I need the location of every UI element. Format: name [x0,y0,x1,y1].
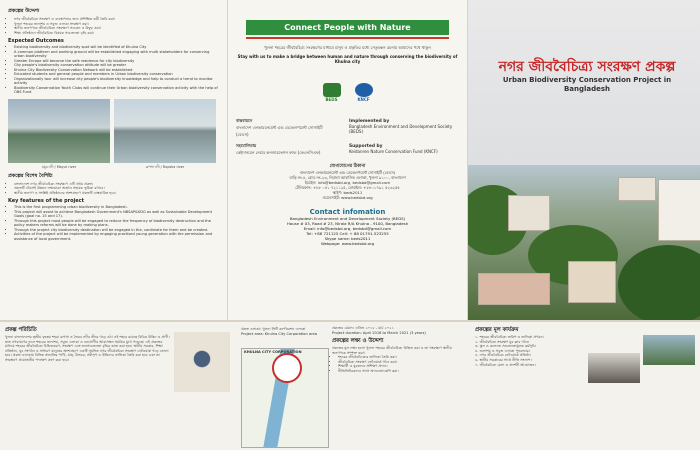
area-column [236,324,470,448]
key-features-heading: Key features of the project [8,198,85,204]
kncf-logo-label: KNCF [357,97,370,102]
building [618,177,656,201]
activity-item: ২. জীববৈচিত্র্য সংরক্ষণ যুব ক্লাব গঠন। [475,339,530,344]
address-title-bn: যোগাযোগের ঠিকানা [329,164,366,169]
list-item: • খুলনা শহরের জলাশয় ও সবুজ এলাকা সংরক্ষণ করা। [14,22,219,27]
activity-item: ৬. স্থানীয় সরকারের সাথে নীতি সংলাপ। [475,357,532,362]
building [508,195,550,231]
contact-line: Webpage: www.bedsbd.org [320,241,375,246]
list-item: • Activities of the project will be implemented by engaging practised young generation with the permission and assistance of local government. [14,232,219,241]
list-item: • স্থানীয় জনগণ ও সংশ্লিষ্ট প্রতিষ্ঠানের অংশগ্রহণে প্রকল্পটি বাস্তবায়িত হবে। [14,191,219,196]
implemented-value: Bangladesh Environment and Development Society (BEDS) [349,124,453,134]
supported-value: Keidanren Nature Conservation Fund (KNCF) [349,149,438,154]
implemented-value-bn: বাংলাদেশ এনভায়রনমেন্ট এন্ড ডেভেলপমেন্ট সোসাইটি (বেডস) [236,125,323,137]
list-item: • বাংলাদেশে নগর জীববৈচিত্র্য সংরক্ষণে এটি প্রথম প্রকল্প। [14,182,219,187]
implemented-label: Implemented by [349,119,390,124]
list-item: • প্রকল্পটি টেকসই উন্নয়ন লক্ষ্যমাত্রা অর্জনে সহায়ক ভূমিকা রাখবে। [14,186,219,191]
address-line: স্কাইপ: beds2011 [332,190,363,195]
cover-panel [468,0,700,320]
activities-column [470,324,700,448]
project-area-bn: প্রকল্প এলাকা: খুলনা সিটি কর্পোরেশন এলাকা [241,327,306,331]
address-line: টেলিফোন: +৮৮ ০৪১ ৭২১১২৫, মোবাইল: +৮৮০১৭৯১ ৫২৩২৫৫ [295,185,400,190]
contact-line: Tel: +88 721125 Cell: + 88 01791-523255 [306,231,389,236]
tree [618,245,700,320]
list-item: • Greater Enrope will become the safe residence for city biodiversity [14,59,219,64]
contact-line: Bangladesh Environment and Development Society (BEDS) [289,216,406,221]
supported-value-bn: কেইদানরেন নেচার কনজারভেশন ফান্ড (কেএনসিএফ) [236,150,321,155]
address-line: বাংলাদেশ এনভায়রনমেন্ট এন্ড ডেভেলপমেন্ট সোসাইটি (বেডস) [299,170,396,175]
contact-line: House # 03, Road # 23, Nirala R/A Khulna - 9100, Bangladesh [286,221,409,226]
kncf-logo-icon [355,83,373,97]
list-item: • This is the first programming urban biodiversity in Bangladesh. [14,205,219,210]
connect-banner: Connect People with Nature [246,20,449,35]
supported-label: Supported by [349,144,383,149]
map-title: KHULNA CITY CORPORATION [244,350,302,354]
list-item: • Existing biodiversity and biodiversity spot will be identified of Khulna City [14,45,219,50]
list-item: • A common platform and working ground will be established engaging with multi stakeholders for conserving urban biodiversity [14,50,219,59]
building [478,273,550,305]
contact-line: Email: info@bedsbd.org, bedsbd@gmail.com [303,226,392,231]
beds-logo-label: BEDS [325,97,338,102]
aims-text: প্রকল্পের মূল লক্ষ্য হলো খুলনা শহরের জীববৈচিত্র্য চিহ্নিত করা ও তা সংরক্ষণে স্থানীয় জনগণকে সম্পৃক্ত করা। [332,346,452,355]
contact-line: Skype name: beds2011 [324,236,371,241]
activity-item: ৪. জলাশয় ও সবুজ এলাকা পুনরুদ্ধার। [475,348,530,353]
address-line: ওয়েবসাইট: www.bedsbd.org [322,195,373,200]
river-photos [8,99,219,163]
beds-logo-icon [323,83,341,97]
objectives-heading-bn: প্রকল্পের উদ্দেশ্য [8,8,40,14]
city-corporation-seal [272,353,302,383]
list-item: • This project will assist to achieve Bangladesh Government's NBSAP&SDG as well as Sustainable Development Goals (goal no. 15 and 17). [14,210,219,219]
contact-title: Contact infomation [309,208,386,216]
supported-label-bn: সহযোগিতায় [236,143,257,148]
photo-caption: ময়ূর নদী / Mayur river [41,164,77,169]
tagline-bn: খুলনা শহরের জীববৈচিত্র্য সংরক্ষণের মাধ্যমে মানুষ ও প্রকৃতির মধ্যে সেতুবন্ধন রচনায় আমাদের পথে থাকুন [264,45,431,50]
activity-item: ১. শহরের জীববৈচিত্র্য জরিপ ও তালিকা প্রণয়ন। [475,335,544,339]
list-item: • Biodiversity Conservation Youth Clubs will continue their Urban biodiversity conservation activity with the help of OBS Fund [14,86,219,95]
list-item: • Through this project most people will be engaged to reduce the frequency of biodiversity destruction and the policy makers reforms will be done by making plans. [14,219,219,228]
aims-list [332,355,466,373]
objectives-panel [0,0,228,320]
address-bn [236,163,459,200]
duration-block [332,326,466,373]
activities-heading: প্রকল্পের মূল কার্যক্রম [475,327,519,333]
activity-item: ৭. জীববৈচিত্র্য মেলা ও প্রদর্শনী আয়োজন। [475,362,536,367]
implemented-label-bn: বাস্তবায়নে [236,118,253,123]
photo-caption: রূপসা নদী / Rupsha river [145,164,185,169]
list-item: • শহরের জীববৈচিত্র্যের তালিকা তৈরি করা। [338,355,466,360]
contact-info [236,208,459,246]
stork-photo [588,353,640,383]
wetland-photo [643,335,695,365]
features-heading-bn: প্রকল্পের বিশেষ বৈশিষ্ট্য [8,172,53,179]
tagline-en: Stay with us to make a bridge between human and nature through conserving the biodiversity of Khulna city [237,54,458,64]
cover-title-en: Urban Biodiversity Conservation Project in Bangladesh [502,76,672,93]
beds-logo [321,82,343,102]
address-line: ইমেইল: info@bedsbd.org, bedsbd@gmail.com [304,180,391,185]
brochure-inner-sheet [0,322,700,450]
rupsha-river-photo [114,99,216,163]
intro-column [0,324,236,448]
supported-row [236,143,459,157]
list-item: • Organizationally tour will increase city people's biodiversity knowledge and help to conduct a trend to monitor activity [14,77,219,86]
khulna-map [241,348,329,448]
list-item: • জীববৈচিত্র্য সংরক্ষণ নেটওয়ার্ক গঠন করা। [338,360,466,365]
aims-heading: প্রকল্পের লক্ষ্য ও উদ্দেশ্য [332,338,384,345]
city-photo [468,165,700,320]
kncf-logo [353,82,375,102]
duration-bn: প্রকল্পের মেয়াদ: এপ্রিল ২০১৮ - মার্চ ২০২১ [332,326,394,330]
list-item: • নীতিনির্ধারকদের সাথে অ্যাডভোকেসি করা। [338,369,466,374]
contact-panel [228,0,468,320]
features-list-bn [8,182,219,196]
photo-captions [8,165,219,171]
list-item: • Khulna City Biodiversity Conservation Network will be established [14,68,219,73]
key-features-list [8,205,219,241]
implemented-row [236,118,459,139]
list-item: • শিক্ষার্থী ও যুবকদের প্রশিক্ষণ প্রদান। [338,364,466,369]
banner-stripe [246,37,449,39]
address-line: বাড়ি নং-৪, রোড নং-২৩, নিরালা আবাসিক এলাকা, খুলনা ৯১০০, বাংলাদেশ [289,175,406,180]
intro-heading: প্রকল্প পরিচিতি [5,327,37,333]
mayur-river-photo [8,99,110,163]
expected-outcomes-heading: Expected Outcomes [8,38,64,44]
list-item: • শিক্ষা প্রতিষ্ঠানে জীববৈচিত্র্য বিষয়ক সচেতনতা বৃদ্ধি করা। [14,31,219,36]
activity-item: ৩. স্কুল ও কলেজে সচেতনতামূলক কর্মসূচি। [475,344,537,349]
project-area: Project area: Khulna City Corporation area [241,331,317,336]
activity-item: ৫. নগর জীববৈচিত্র্য নেটওয়ার্ক প্রতিষ্ঠা। [475,353,531,358]
list-item: • নগর জীববৈচিত্র্য সংরক্ষণ ও ব্যবস্থাপনার জন্য প্রশিক্ষিত কর্মী তৈরি করা। [14,17,219,22]
duration: Project duration: April 2018 to March 2021 (3 years) [332,330,426,335]
list-item: • City people's biodiversity conservation attitude will be greater [14,63,219,68]
building [658,179,700,241]
list-item: • Through the project city biodiversity destination will be engaged in the, cordiniate for them and be created. [14,228,219,233]
expected-outcomes-list [8,45,219,95]
list-item: • স্থানীয় জনগণকে জীববৈচিত্র্য সংরক্ষণে সচেতন ও উদ্বুদ্ধ করা। [14,26,219,31]
partner-logos [236,82,459,102]
list-item: • Educated students and general people and members in Urban biodiversity conservation [14,72,219,77]
building [568,261,616,303]
objectives-list-bn [8,17,219,35]
cover-title-bn: নগর জীববৈচিত্র্য সংরক্ষণ প্রকল্প [498,59,676,75]
bird-photo [174,332,230,392]
intro-text: খুলনা বাংলাদেশের তৃতীয় বৃহত্তম শহর। রূপসা ও ভৈরব নদীর তীরে গড়ে ওঠা এই শহরে রয়েছে বিচিত্র উদ্ভিদ ও প্রাণী। দ্রুত নগরায়ণের ফলে শহরের জলাশয়, সবুজ এলাকা ও বন্যপ্রাণীর আবাসস্থল হুমকির মুখে পড়েছে। এই প্রকল্পের মাধ্যমে শহরের জীববৈচিত্র্য চিহ্নিতকরণ, সংরক্ষণ এবং জনসচেতনতা বৃদ্ধির কাজ করা হবে। স্থানীয় সরকার, শিক্ষা প্রতিষ্ঠান, যুব সংগঠন ও সাধারণ মানুষের অংশগ্রহণে একটি সমন্বিত নগর জীববৈচিত্র্য সংরক্ষণ নেটওয়ার্ক গড়ে তোলা হবে। প্রকল্প এলাকায় বিভিন্ন প্রজাতির পাখি, মাছ, উভচর, সরীসৃপ ও উদ্ভিদের তালিকা তৈরি করা হবে এবং তা সংরক্ষণে প্রয়োজনীয় পদক্ষেপ গ্রহণ করা হবে। [5,335,170,362]
